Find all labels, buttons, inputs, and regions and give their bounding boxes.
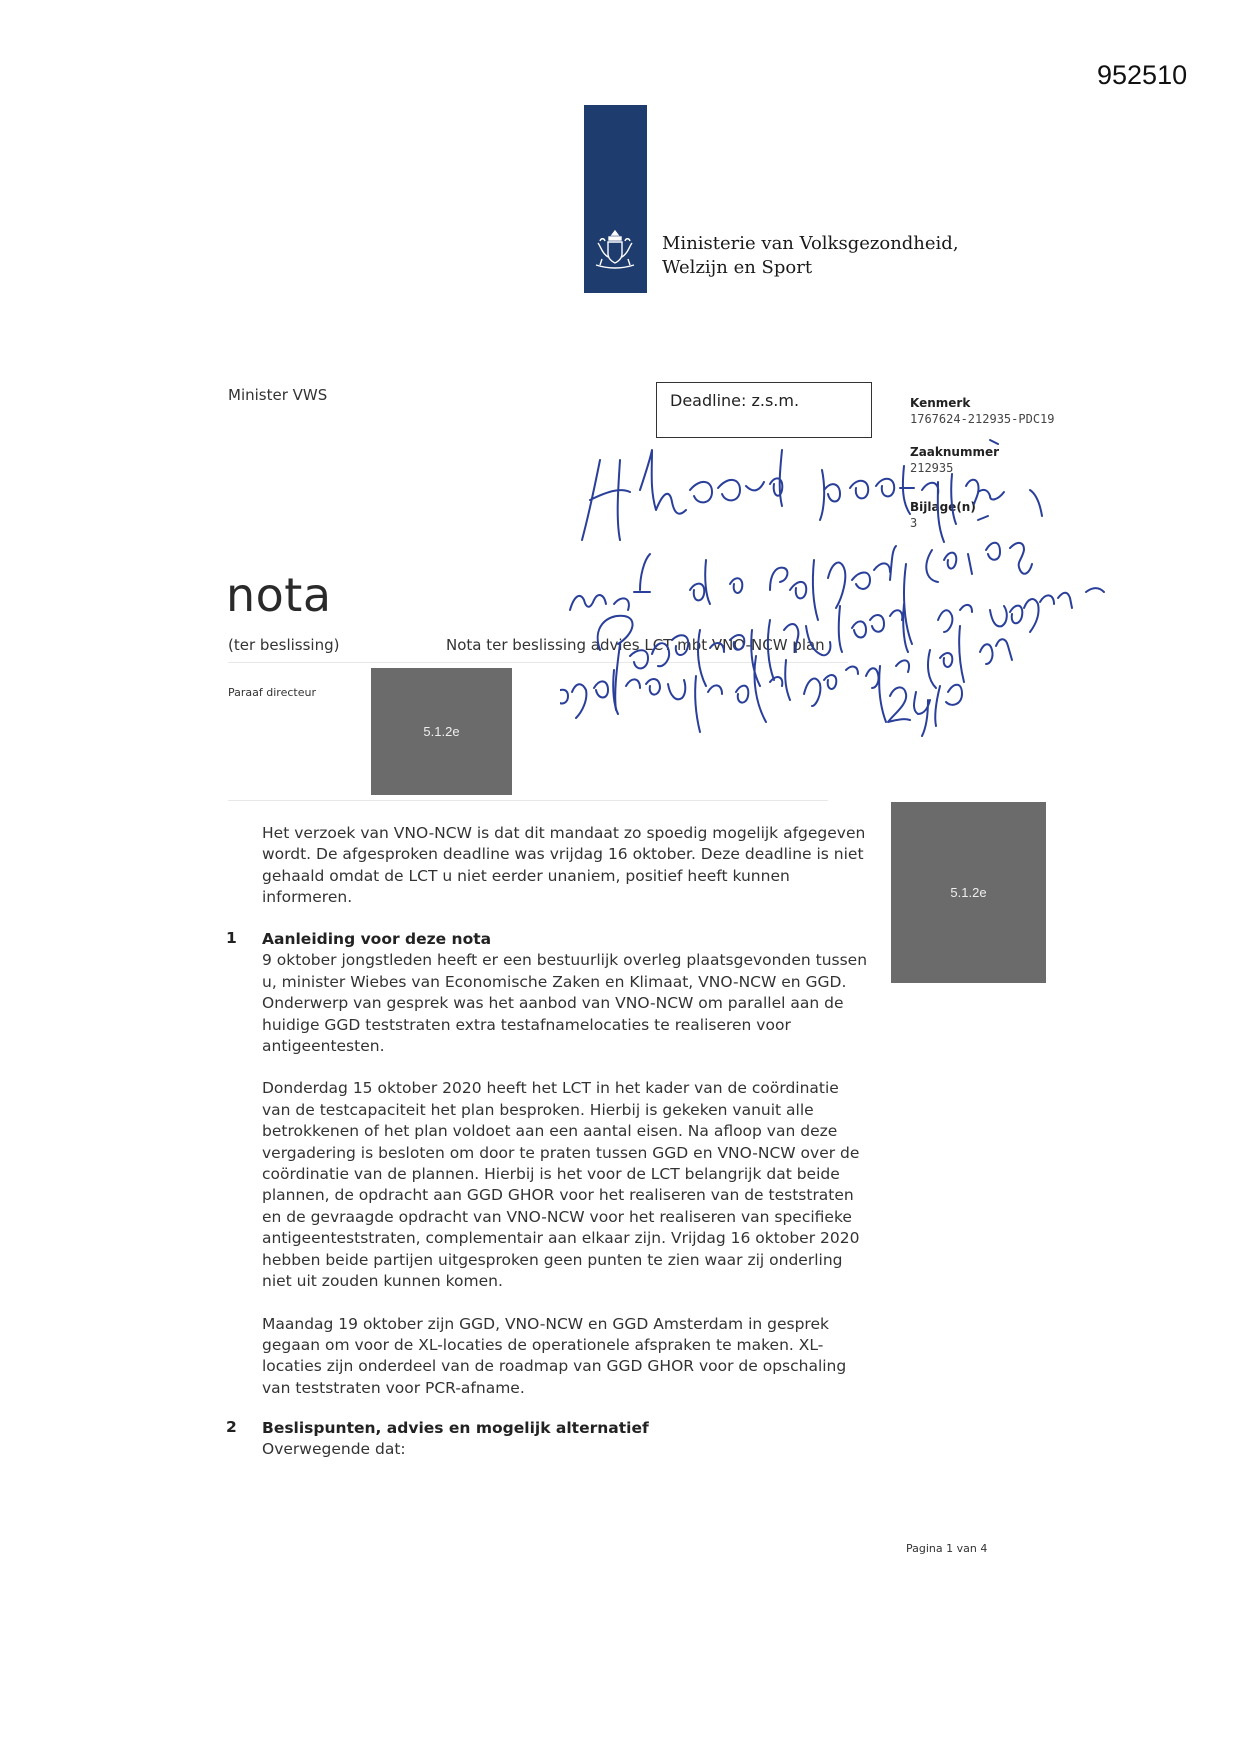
text-line: hebben beide partijen uitgesproken geen punten te zien waar zij onderling	[262, 1250, 843, 1269]
text-line: coördinatie van de plannen. Hierbij is het voor de LCT belangrijk dat beide	[262, 1165, 840, 1184]
document-title: nota	[226, 568, 332, 622]
redaction-label: 5.1.2e	[423, 724, 460, 739]
bijlage-value: 3	[910, 516, 918, 530]
text-line: gegaan om voor de XL-locaties de operationele afspraken te maken. XL-	[262, 1335, 824, 1354]
text-line: van de testcapaciteit het plan besproken. Hierbij is gekeken vanuit alle	[262, 1100, 814, 1119]
kenmerk-label: Kenmerk	[910, 396, 971, 410]
meta-kenmerk	[910, 396, 1055, 426]
text-line: en de gevraagde opdracht van VNO-NCW voor het realiseren van specifieke	[262, 1207, 852, 1226]
text-line: plannen, de opdracht aan GGD GHOR voor het realiseren van de teststraten	[262, 1186, 854, 1205]
section-2	[262, 1418, 649, 1461]
text-line: antigeentesten.	[262, 1037, 385, 1056]
intro-paragraph	[262, 823, 865, 909]
section-1	[262, 929, 867, 1399]
text-line: antigeenteststraten, complementair aan elkaar zijn. Vrijdag 16 oktober 2020	[262, 1229, 860, 1248]
section-2-heading: Beslispunten, advies en mogelijk alternatief	[262, 1419, 649, 1437]
deadline-text: Deadline: z.s.m.	[670, 391, 800, 410]
kenmerk-value: 1767624-212935-PDC19	[910, 412, 1055, 426]
redaction-block-paraaf	[371, 668, 512, 795]
section-2-number: 2	[226, 1418, 237, 1436]
coat-of-arms-icon	[590, 225, 640, 275]
redaction-block-margin	[891, 802, 1046, 983]
text-line: Donderdag 15 oktober 2020 heeft het LCT in het kader van de coördinatie	[262, 1079, 839, 1098]
ministry-name-line2: Welzijn en Sport	[662, 257, 813, 278]
bijlage-label: Bijlage(n)	[910, 500, 976, 514]
paraaf-label: Paraaf directeur	[228, 686, 316, 699]
text-line: betrokkenen of het plan voldoet aan een aantal eisen. Na afloop van deze	[262, 1122, 838, 1141]
rijksoverheid-logo	[584, 105, 647, 293]
text-line: locaties zijn onderdeel van de roadmap van GGD GHOR voor de opschaling	[262, 1357, 847, 1376]
text-line: wordt. De afgesproken deadline was vrijdag 16 oktober. Deze deadline is niet	[262, 845, 864, 864]
text-line: Onderwerp van gesprek was het aanbod van VNO-NCW om parallel aan de	[262, 994, 844, 1013]
zaaknummer-value: 212935	[910, 461, 954, 475]
section-1-para-1	[262, 950, 867, 1057]
text-line: gehaald omdat de LCT u niet eerder unaniem, positief heeft kunnen	[262, 866, 790, 885]
text-line: vergadering is besloten om door te praten tussen GGD en VNO-NCW over de	[262, 1143, 860, 1162]
text-line: van teststraten voor PCR-afname.	[262, 1378, 525, 1397]
text-line: Maandag 19 oktober zijn GGD, VNO-NCW en GGD Amsterdam in gesprek	[262, 1314, 829, 1333]
section-1-number: 1	[226, 929, 237, 947]
text-line: niet uit zouden kunnen komen.	[262, 1272, 503, 1291]
text-line: huidige GGD teststraten extra testafnamelocaties te realiseren voor	[262, 1015, 791, 1034]
redaction-label: 5.1.2e	[950, 885, 987, 900]
handwritten-annotation-icon	[560, 430, 1120, 820]
section-2-intro: Overwegende dat:	[262, 1440, 406, 1459]
document-number: 952510	[1097, 60, 1188, 90]
zaaknummer-label: Zaaknummer	[910, 445, 1000, 459]
page-number: Pagina 1 van 4	[906, 1542, 988, 1555]
section-1-para-3	[262, 1314, 867, 1400]
text-line: 9 oktober jongstleden heeft er een bestuurlijk overleg plaatsgevonden tussen	[262, 951, 868, 970]
ministry-name-line1: Ministerie van Volksgezondheid,	[662, 233, 959, 254]
section-1-para-2	[262, 1078, 867, 1292]
document-subtitle: (ter beslissing)	[228, 636, 340, 654]
ministry-name	[662, 232, 959, 280]
text-line: u, minister Wiebes van Economische Zaken en Klimaat, VNO-NCW en GGD.	[262, 972, 847, 991]
document-subject: Nota ter beslissing advies LCT mbt VNO-NCW plan	[446, 636, 825, 654]
text-line: informeren.	[262, 888, 353, 907]
section-1-heading: Aanleiding voor deze nota	[262, 930, 492, 948]
text-line: Het verzoek van VNO-NCW is dat dit mandaat zo spoedig mogelijk afgegeven	[262, 824, 866, 842]
addressee: Minister VWS	[228, 386, 328, 404]
